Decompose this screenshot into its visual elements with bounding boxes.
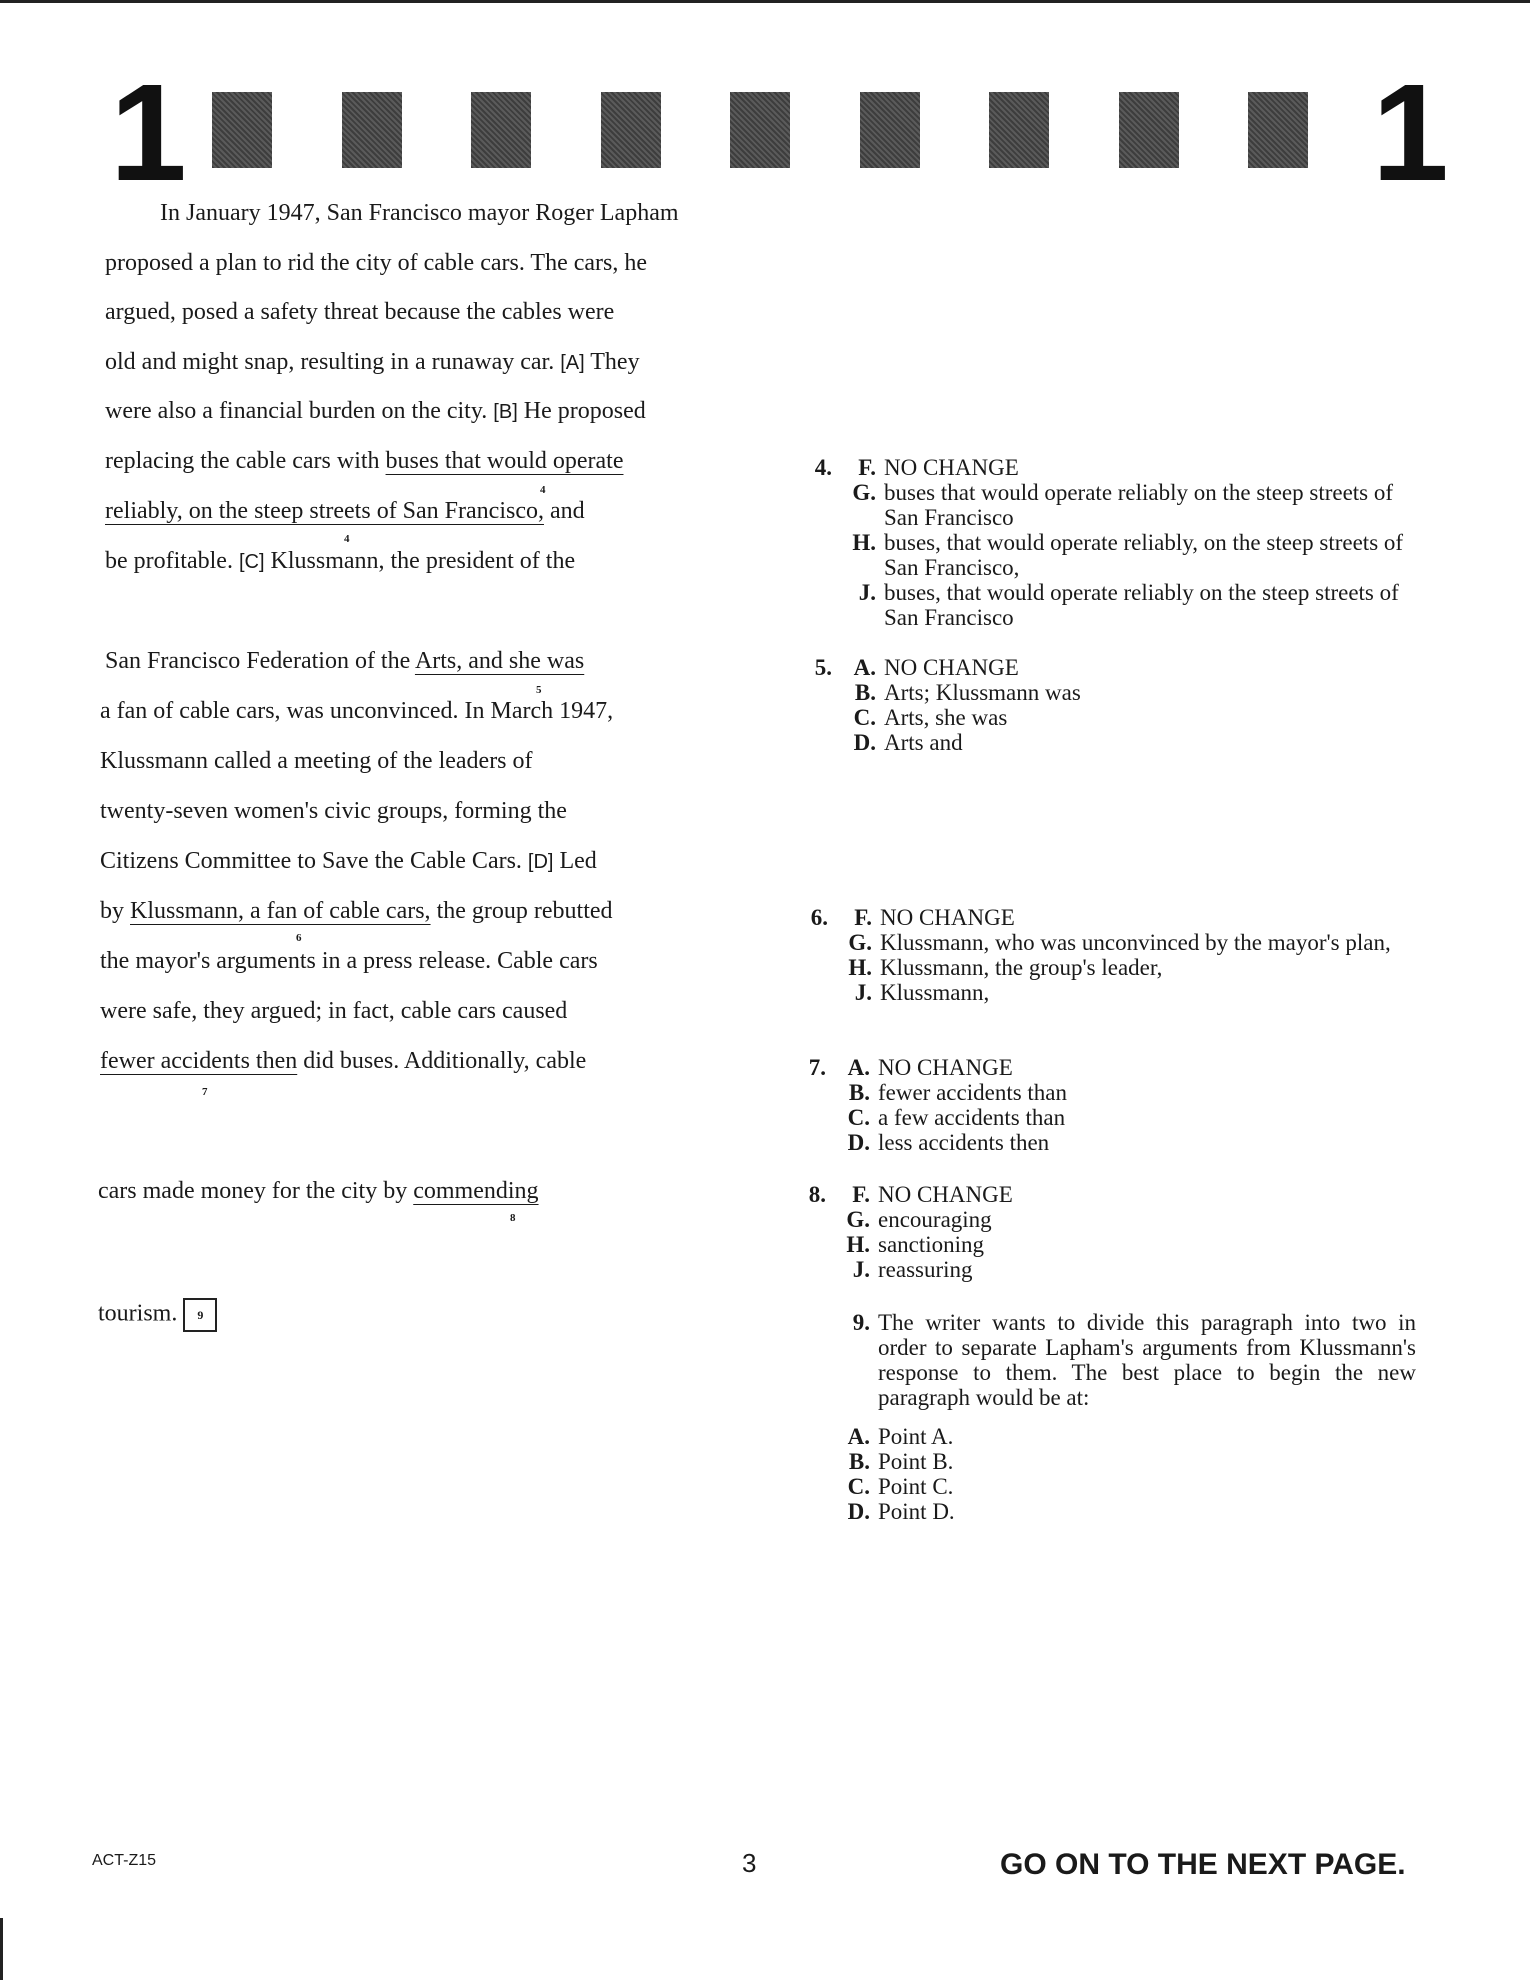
passage-line: argued, posed a safety threat because the cables were bbox=[105, 299, 615, 325]
underline-number-5: 5 bbox=[536, 684, 542, 696]
passage-line: the mayor's arguments in a press release. Cable cars bbox=[100, 948, 598, 974]
section-number-right: 1 bbox=[1372, 56, 1449, 210]
passage-line: fewer accidents then did buses. Additionally, cable bbox=[100, 1048, 587, 1074]
option-6-h[interactable]: H. Klussmann, the group's leader, bbox=[848, 955, 1163, 980]
option-7-c[interactable]: C. a few accidents than bbox=[847, 1105, 1066, 1130]
option-4-f[interactable]: 4. F. NO CHANGE bbox=[814, 455, 1019, 480]
passage-line: cars made money for the city by commending bbox=[98, 1178, 539, 1204]
passage-line: be profitable. [C] Klussmann, the president of the bbox=[105, 548, 576, 574]
page-number: 3 bbox=[742, 1848, 757, 1878]
passage-line: Klussmann called a meeting of the leaders of bbox=[100, 748, 533, 774]
passage-line: reliably, on the steep streets of San Francisco, and bbox=[105, 498, 585, 524]
question-6 bbox=[810, 905, 1426, 1005]
underlined-portion-7[interactable]: fewer accidents then bbox=[100, 1048, 298, 1074]
header-block bbox=[471, 92, 531, 168]
option-8-f[interactable]: 8. F. NO CHANGE bbox=[808, 1182, 1013, 1207]
passage-line: twenty-seven women's civic groups, forming the bbox=[100, 798, 567, 824]
underline-number-8: 8 bbox=[510, 1212, 516, 1224]
underline-number-7: 7 bbox=[202, 1086, 208, 1098]
question-5 bbox=[814, 655, 1426, 755]
option-9-b[interactable]: B. Point B. bbox=[848, 1449, 954, 1474]
point-a-marker: [A] bbox=[560, 352, 585, 374]
question-9 bbox=[830, 1310, 1416, 1524]
option-4-h[interactable]: H. buses, that would operate reliably, on the steep streets of San Francisco, bbox=[852, 530, 1404, 580]
passage-line: San Francisco Federation of the Arts, and she was bbox=[105, 648, 585, 674]
underlined-portion-4[interactable]: reliably, on the steep streets of San Francisco, bbox=[105, 498, 544, 524]
option-9-c[interactable]: C. Point C. bbox=[847, 1474, 954, 1499]
option-5-b[interactable]: B. Arts; Klussmann was bbox=[854, 680, 1081, 705]
passage-line: old and might snap, resulting in a runaway car. [A] They bbox=[105, 349, 640, 375]
question-7 bbox=[808, 1055, 1426, 1155]
question-9-box[interactable]: 9 bbox=[183, 1298, 217, 1332]
underlined-portion-5[interactable]: Arts, and she was bbox=[414, 648, 585, 674]
section-number-left: 1 bbox=[110, 56, 187, 210]
header-block bbox=[1248, 92, 1308, 168]
option-6-f[interactable]: 6. F. NO CHANGE bbox=[810, 905, 1015, 930]
underline-number-4: 4 bbox=[344, 533, 350, 545]
question-9-stem: 9. The writer wants to divide this paragraph into two in order to separate Lapham's arguments from Klussmann's response to them. The best place to begin the new paragraph would be at: bbox=[852, 1310, 1416, 1410]
header-block bbox=[601, 92, 661, 168]
header-block bbox=[212, 92, 272, 168]
underlined-portion-6[interactable]: Klussmann, a fan of cable cars, bbox=[130, 898, 431, 924]
option-7-d[interactable]: D. less accidents then bbox=[847, 1130, 1050, 1155]
header-block bbox=[1119, 92, 1179, 168]
option-5-c[interactable]: C. Arts, she was bbox=[853, 705, 1008, 730]
option-6-j[interactable]: J. Klussmann, bbox=[854, 980, 990, 1005]
passage-line: proposed a plan to rid the city of cable cars. The cars, he bbox=[105, 250, 648, 276]
passage-line: a fan of cable cars, was unconvinced. In March 1947, bbox=[100, 698, 614, 724]
option-7-a[interactable]: 7. A. NO CHANGE bbox=[808, 1055, 1013, 1080]
point-c-marker: [C] bbox=[238, 551, 265, 573]
header-block bbox=[860, 92, 920, 168]
passage-line: were also a financial burden on the city. [B] He proposed bbox=[105, 398, 646, 424]
header-block bbox=[342, 92, 402, 168]
underline-number-6: 6 bbox=[296, 932, 302, 944]
underlined-portion-8[interactable]: commending bbox=[413, 1178, 539, 1204]
test-code: ACT-Z15 bbox=[92, 1852, 157, 1869]
next-page-notice: GO ON TO THE NEXT PAGE. bbox=[1000, 1848, 1406, 1881]
passage-line: In January 1947, San Francisco mayor Roger Lapham bbox=[160, 200, 679, 226]
header-block bbox=[730, 92, 790, 168]
option-4-g[interactable]: G. buses that would operate reliably on the steep streets of San Francisco bbox=[852, 480, 1394, 530]
question-4 bbox=[814, 455, 1426, 630]
option-6-g[interactable]: G. Klussmann, who was unconvinced by the mayor's plan, bbox=[848, 930, 1391, 955]
option-5-d[interactable]: D. Arts and bbox=[853, 730, 963, 755]
option-8-h[interactable]: H. sanctioning bbox=[846, 1232, 985, 1257]
option-9-a[interactable]: A. Point A. bbox=[847, 1424, 954, 1449]
underline-number-4: 4 bbox=[540, 484, 546, 496]
option-letter: 4. F. bbox=[814, 455, 876, 480]
option-9-d[interactable]: D. Point D. bbox=[847, 1499, 955, 1524]
question-8 bbox=[808, 1182, 1426, 1282]
option-5-a[interactable]: 5. A. NO CHANGE bbox=[814, 655, 1019, 680]
header-blocks bbox=[212, 92, 1308, 168]
passage-line: replacing the cable cars with buses that would operate bbox=[105, 448, 624, 474]
point-b-marker: [B] bbox=[493, 401, 518, 423]
passage-line: were safe, they argued; in fact, cable cars caused bbox=[100, 998, 568, 1024]
left-edge-mark bbox=[0, 1918, 3, 1980]
passage-line: by Klussmann, a fan of cable cars, the group rebutted bbox=[100, 898, 613, 924]
option-4-j[interactable]: J. buses, that would operate reliably on the steep streets of San Francisco bbox=[858, 580, 1399, 630]
option-7-b[interactable]: B. fewer accidents than bbox=[848, 1080, 1068, 1105]
header-block bbox=[989, 92, 1049, 168]
top-rule bbox=[0, 0, 1530, 3]
passage-line: Citizens Committee to Save the Cable Cars. [D] Led bbox=[100, 848, 597, 874]
option-8-j[interactable]: J. reassuring bbox=[852, 1257, 973, 1282]
point-d-marker: [D] bbox=[527, 851, 554, 873]
passage-line: tourism. 9 bbox=[98, 1298, 217, 1332]
underlined-portion-4[interactable]: buses that would operate bbox=[385, 448, 624, 474]
option-8-g[interactable]: G. encouraging bbox=[846, 1207, 992, 1232]
